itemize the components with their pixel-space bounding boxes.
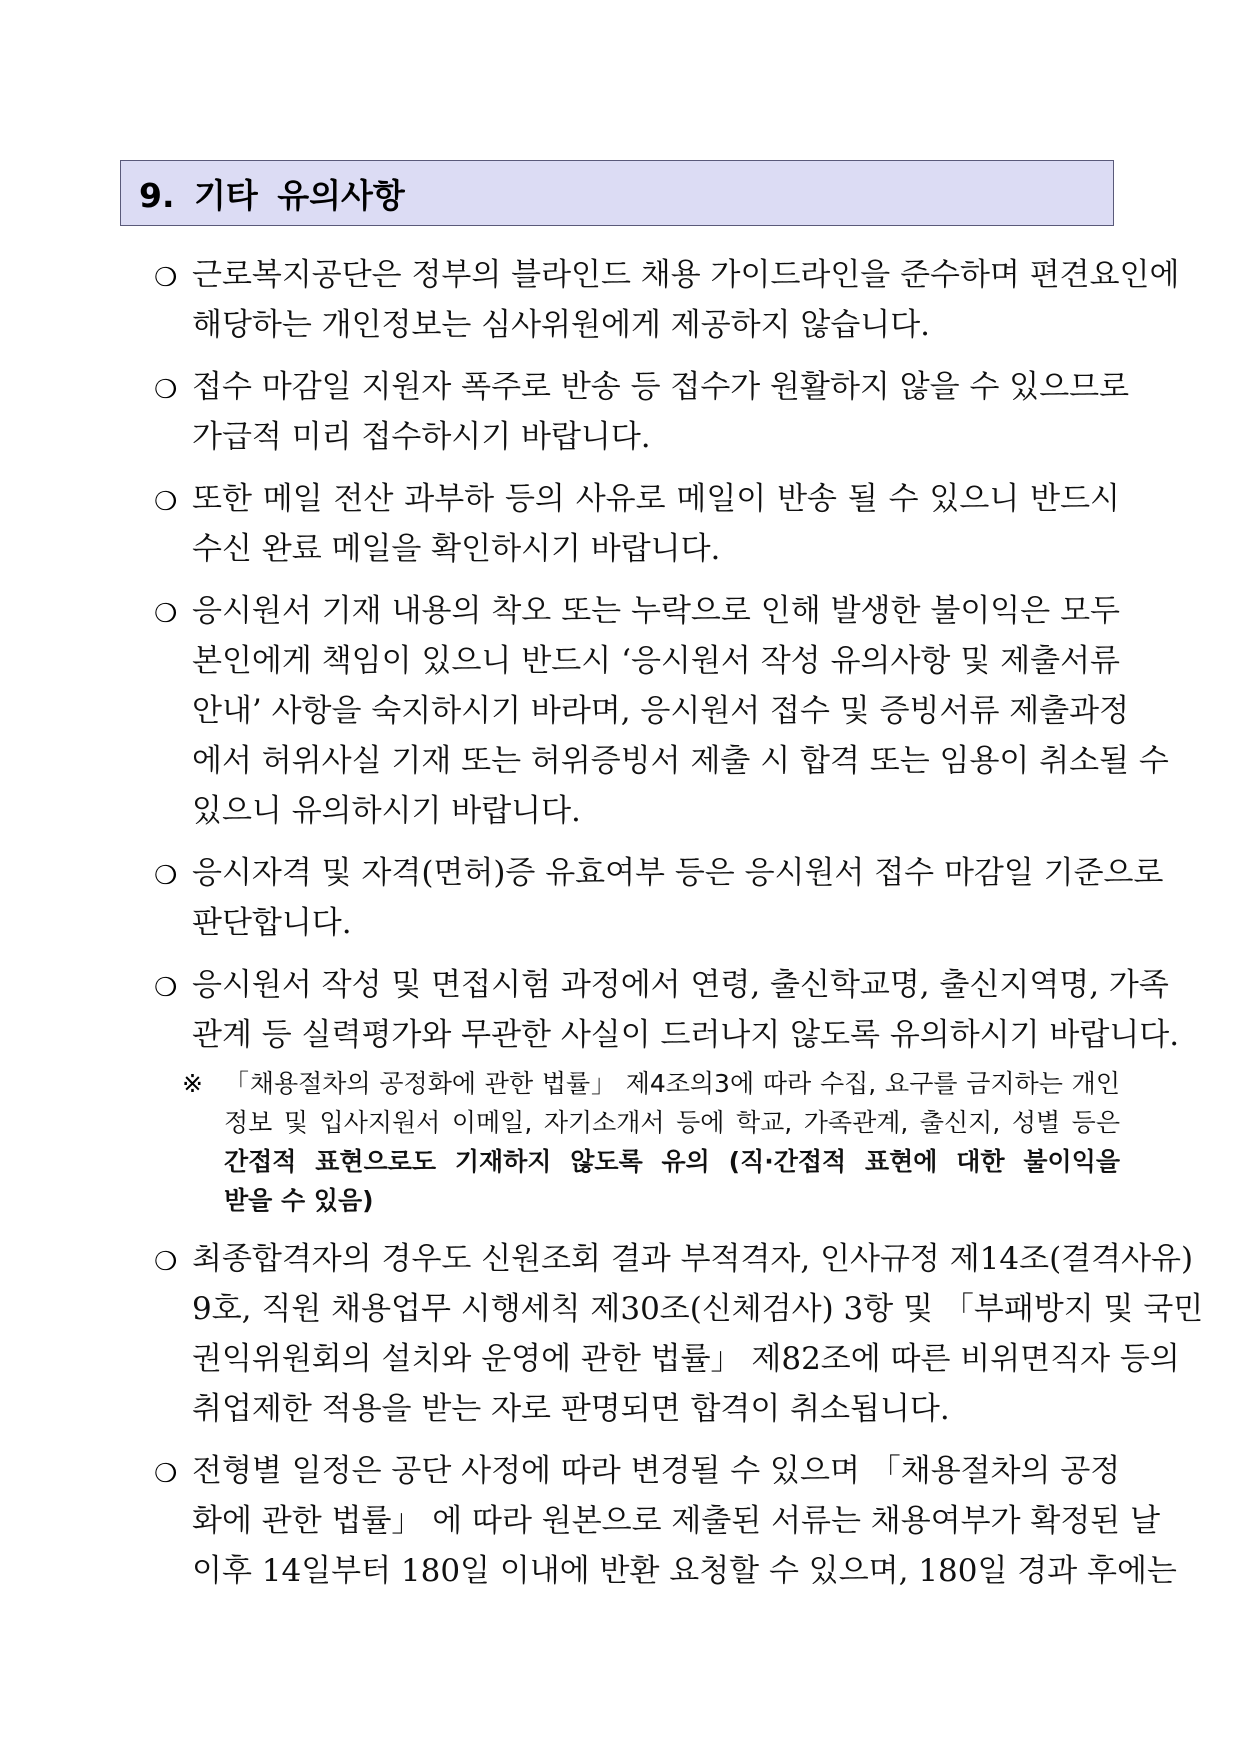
bullet-circle-icon: ❍ [154,487,178,517]
item-line: 취업제한 적용을 받는 자로 판명되면 합격이 취소됩니다. [192,1391,950,1427]
item-line: 있으니 유의하시기 바랍니다. [192,793,581,829]
item-line: 판단합니다. [192,905,352,941]
item-line: 또한 메일 전산 과부하 등의 사유로 메일이 반송 될 수 있으니 반드시 [192,481,1120,517]
item-line: 화에 관한 법률」 에 따라 원본으로 제출된 서류는 채용여부가 확정된 날 [192,1503,1161,1539]
item-line: 관계 등 실력평가와 무관한 사실이 드러나지 않도록 유의하시기 바랍니다. [192,1017,1180,1053]
item-line: 수신 완료 메일을 확인하시기 바랍니다. [192,531,721,567]
item-line: 권익위원회의 설치와 운영에 관한 법률」 제82조에 따른 비위면직자 등의 [192,1341,1180,1377]
item-line: 에서 허위사실 기재 또는 허위증빙서 제출 시 합격 또는 임용이 취소될 수 [192,743,1169,779]
section-title: 9. 기타 유의사항 [139,175,405,215]
item-line: 본인에게 책임이 있으니 반드시 ‘응시원서 작성 유의사항 및 제출서류 [192,643,1120,679]
item-line: 해당하는 개인정보는 심사위원에게 제공하지 않습니다. [192,307,931,343]
list-item [140,250,1180,350]
item-line: 접수 마감일 지원자 폭주로 반송 등 접수가 원활하지 않을 수 있으므로 [192,369,1130,405]
section-heading [120,160,1114,226]
list-item [140,960,1180,1060]
item-line: 근로복지공단은 정부의 블라인드 채용 가이드라인을 준수하며 편견요인에 [192,257,1180,293]
bullet-circle-icon: ❍ [154,375,178,405]
bullet-circle-icon: ❍ [154,1459,178,1489]
item-line: 이후 14일부터 180일 이내에 반환 요청할 수 있으며, 180일 경과 후에는 [192,1553,1177,1589]
bullet-circle-icon: ❍ [154,599,178,629]
bullet-circle-icon: ❍ [154,861,178,891]
item-line: 9호, 직원 채용업무 시행세칙 제30조(신체검사) 3항 및 「부패방지 및 국민 [192,1291,1204,1327]
item-line: 가급적 미리 접수하시기 바랍니다. [192,419,651,455]
bullet-circle-icon: ❍ [154,973,178,1003]
note-emphasis-line: 받을 수 있음) [224,1186,374,1215]
notice-list [140,250,1204,1608]
item-line: 전형별 일정은 공단 사정에 따라 변경될 수 있으며 「채용절차의 공정 [192,1453,1121,1489]
note-line: 「채용절차의 공정화에 관한 법률」 제4조의3에 따라 수집, 요구를 금지하는 개인 [224,1069,1120,1098]
note-emphasis-line: 간접적 표현으로도 기재하지 않도록 유의 (직·간접적 표현에 대한 불이익을 [224,1147,1120,1176]
note-block [140,1064,1120,1220]
list-item [140,1234,1204,1434]
list-item [140,586,1169,836]
list-item [140,848,1164,948]
note-mark-icon: ※ [182,1069,203,1098]
item-line: 응시원서 작성 및 면접시험 과정에서 연령, 출신학교명, 출신지역명, 가족 [192,967,1169,1003]
note-line: 정보 및 입사지원서 이메일, 자기소개서 등에 학교, 가족관계, 출신지, 성별 등은 [224,1108,1120,1137]
list-item [140,1446,1177,1596]
item-line: 응시원서 기재 내용의 착오 또는 누락으로 인해 발생한 불이익은 모두 [192,593,1120,629]
list-item [140,362,1130,462]
bullet-circle-icon: ❍ [154,263,178,293]
bullet-circle-icon: ❍ [154,1247,178,1277]
item-line: 안내’ 사항을 숙지하시기 바라며, 응시원서 접수 및 증빙서류 제출과정 [192,693,1130,729]
item-line: 응시자격 및 자격(면허)증 유효여부 등은 응시원서 접수 마감일 기준으로 [192,855,1164,891]
item-line: 최종합격자의 경우도 신원조회 결과 부적격자, 인사규정 제14조(결격사유) [192,1241,1194,1277]
list-item [140,474,1120,574]
